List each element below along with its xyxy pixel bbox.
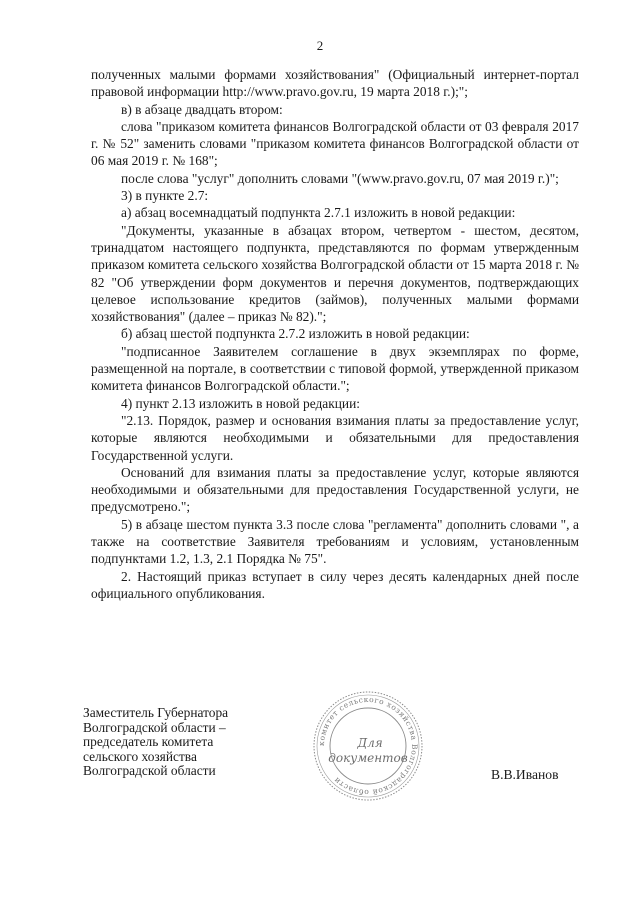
page-number: 2 bbox=[316, 38, 324, 53]
seal-ring-text: комитет сельского хозяйства Волгоградской области bbox=[316, 694, 420, 798]
paragraph: 5) в абзаце шестом пункта 3.3 после слова "регламента" дополнить словами ", а также на соответствие Заявителя требованиям и условиям, установленным подпунктами 1.2, 1.3, 2.1 Порядка № 75". bbox=[91, 516, 579, 567]
paragraph: "Документы, указанные в абзацах втором, четвертом - шестом, десятом, тринадцатом настоящего подпункта, представляются по формам утвержденным приказом комитета сельского хозяйства Волгоградской области от 15 марта 2018 г. № 82 "Об утверждении форм документов и перечня документов, подтверждающих целевое использование кредитов (займов), полученных малыми формами хозяйствования" (далее – приказ № 82)."; bbox=[91, 222, 579, 325]
paragraph: "подписанное Заявителем соглашение в двух экземплярах по форме, размещенной на портале, в соответствии с типовой формой, утвержденной приказом комитета финансов Волгоградской области."; bbox=[91, 343, 579, 394]
paragraph: полученных малыми формами хозяйствования" (Официальный интернет-портал правовой информации http://www.pravo.gov.ru, 19 марта 2018 г.);"; bbox=[91, 67, 579, 100]
signatory-title-line: Волгоградской области – bbox=[83, 719, 226, 735]
signatory-name: В.В.Иванов bbox=[491, 767, 559, 782]
paragraph: Оснований для взимания платы за предоставление услуг, которые являются необходимыми и обязательными для предоставления Государственной услуги, не предусмотрено."; bbox=[91, 464, 579, 515]
document-body bbox=[91, 66, 579, 602]
signatory-title-line: председатель комитета bbox=[83, 734, 214, 749]
paragraph: слова "приказом комитета финансов Волгоградской области от 03 февраля 2017 г. № 52" заменить словами "приказом комитета финансов Волгоградской области от 06 мая 2019 г. № 168"; bbox=[91, 118, 579, 169]
paragraph: 2. Настоящий приказ вступает в силу через десять календарных дней после официального опубликования. bbox=[91, 568, 579, 601]
paragraph: "2.13. Порядок, размер и основания взимания платы за предоставление услуг, которые являются необходимыми и обязательными для предоставления Государственной услуги. bbox=[91, 412, 579, 463]
seal-center-line2: документов bbox=[328, 751, 408, 765]
signature-block bbox=[83, 706, 283, 779]
paragraph: после слова "услуг" дополнить словами "(www.pravo.gov.ru, 07 мая 2019 г.)"; bbox=[121, 170, 559, 186]
paragraph: 4) пункт 2.13 изложить в новой редакции: bbox=[121, 395, 360, 411]
official-seal bbox=[312, 690, 424, 802]
signatory-title-line: Волгоградской области bbox=[83, 763, 216, 778]
paragraph: а) абзац восемнадцатый подпункта 2.7.1 изложить в новой редакции: bbox=[121, 205, 516, 221]
signatory-title-line: Заместитель Губернатора bbox=[83, 705, 229, 720]
paragraph: в) в абзаце двадцать втором: bbox=[121, 101, 283, 117]
paragraph: б) абзац шестой подпункта 2.7.2 изложить в новой редакции: bbox=[121, 326, 470, 342]
signatory-title-line: сельского хозяйства bbox=[83, 748, 197, 764]
paragraph: 3) в пункте 2.7: bbox=[121, 188, 209, 204]
seal-center-line1: Для bbox=[357, 736, 383, 750]
